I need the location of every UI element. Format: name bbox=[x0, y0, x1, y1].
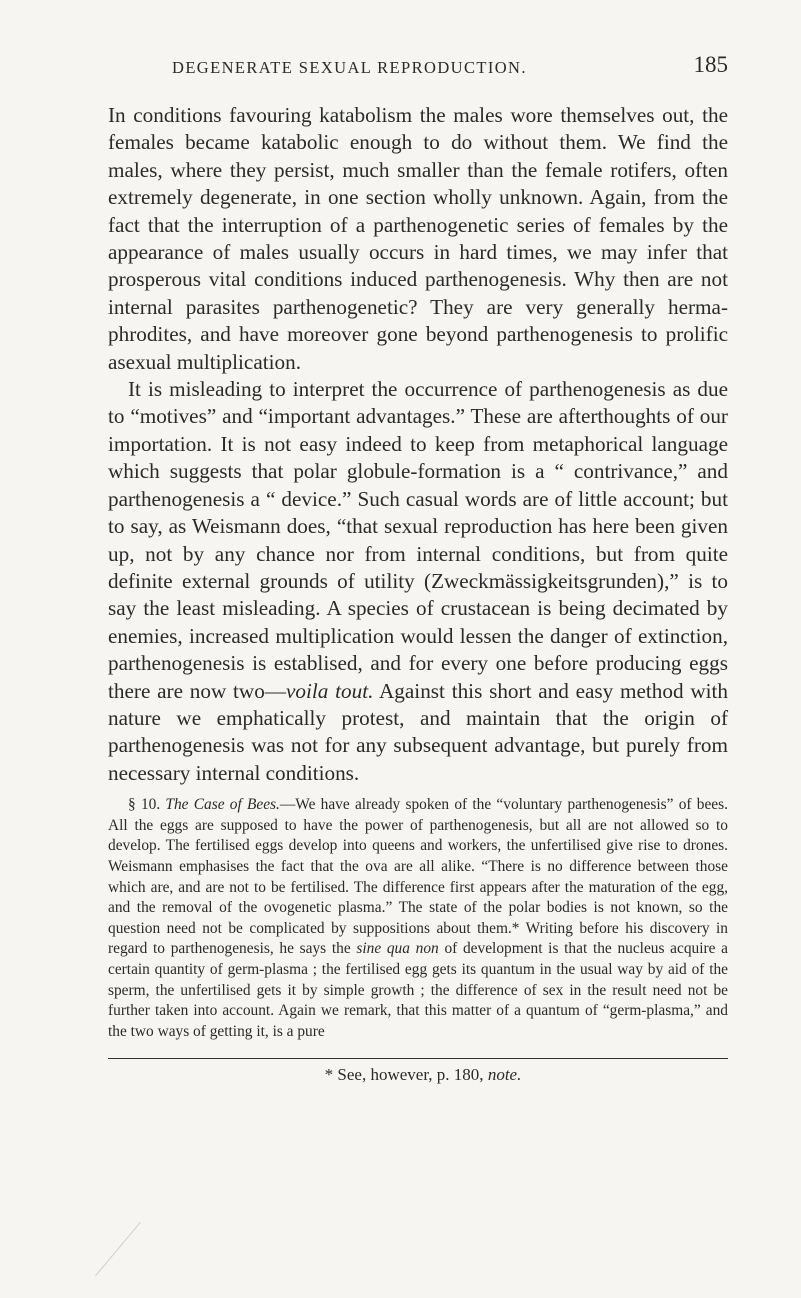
section-label: § 10. bbox=[128, 796, 166, 814]
paragraph-2-italic: voila tout. bbox=[286, 678, 374, 703]
scan-artifact-line bbox=[95, 1222, 141, 1276]
page-number: 185 bbox=[693, 52, 728, 77]
section-text-b: of development is that the nucleus acquire a certain quantity of germ-plasma ; the fertilised egg gets its quantum in the usual way by aid of the sperm, the unfertilised gets it by simple growth ; the difference of sex in the result need not be further taken into account. Again we remark, that this matter of a quantum of “germ-plasma,” and the two ways of getting it, is a pure bbox=[108, 940, 728, 1040]
paragraph-2-text-a: It is misleading to interpret the occurrence of parthenogenesis as due to “motives” and “important advantages.” These are afterthoughts of our importation. It is not easy indeed to keep from metaphorical language which suggests that polar globule-formation is a “ contrivance,” and parthenogenesis a “ device.” Such casual words are of little account; but to say, as Weismann does, “that sexual reproduction has here been given up, not by any chance nor from internal conditions, but from quite definite external grounds of utility (Zweckmässigkeitsgrunden),” is to say the least misleading. A species of crustacean is being decimated by enemies, increased multiplication would lessen the danger of extinction, parthenogenesis is establised, and for every one before producing eggs there are now two— bbox=[108, 377, 728, 703]
main-text bbox=[108, 102, 728, 787]
footnote-rule bbox=[108, 1058, 728, 1059]
paragraph-1: In conditions favouring katabolism the males wore themselves out, the females became katabolic enough to do without them. We find the males, where they persist, much smaller than the female rotifers, often extremely degenerate, in one section wholly unknown. Again, from the fact that the interruption of a parthenogenetic series of females by the appearance of males usually occurs in hard times, we may infer that prosperous vital conditions induced parthenogenesis. Why then are not internal parasites parthenogenetic? They are very generally hermaphrodites, and have moreover gone beyond parthenogenesis to prolific asexual multiplication. bbox=[108, 103, 728, 374]
section-10-paragraph bbox=[108, 795, 728, 1042]
book-page bbox=[108, 52, 728, 1085]
section-italic-phrase: sine qua non bbox=[356, 940, 439, 958]
section-title: The Case of Bees. bbox=[165, 796, 280, 814]
section-text-a: —We have already spoken of the “voluntary parthenogenesis” of bees. All the eggs are supposed to have the power of parthenogenesis, but all are not allowed so to develop. The fertilised eggs develop into queens and workers, the unfertilised give rise to drones. Weismann emphasises the fact that the ova are all alike. “There is no difference between those which are, and are not to be fertilised. The difference first appears after the maturation of the egg, and the removal of the ovogenetic plasma.” The state of the polar bodies is not known, so the question need not be complicated by suppositions about them.* Writing before his discovery in regard to parthenogenesis, he says the bbox=[108, 796, 728, 958]
footnote-italic: note. bbox=[487, 1065, 522, 1085]
paragraph-2 bbox=[108, 376, 728, 787]
footnote-text: * See, however, p. 180, bbox=[324, 1065, 488, 1085]
running-title: DEGENERATE SEXUAL REPRODUCTION. bbox=[172, 58, 527, 77]
running-header bbox=[108, 52, 728, 86]
section-10 bbox=[108, 795, 728, 1042]
paragraph-2-text-b: Against this short and easy method with nature we emphatically protest, and maintain that the origin of parthenogenesis was not for any subsequent advantage, but purely from necessary internal conditions. bbox=[108, 678, 729, 785]
footnote bbox=[108, 1065, 728, 1085]
